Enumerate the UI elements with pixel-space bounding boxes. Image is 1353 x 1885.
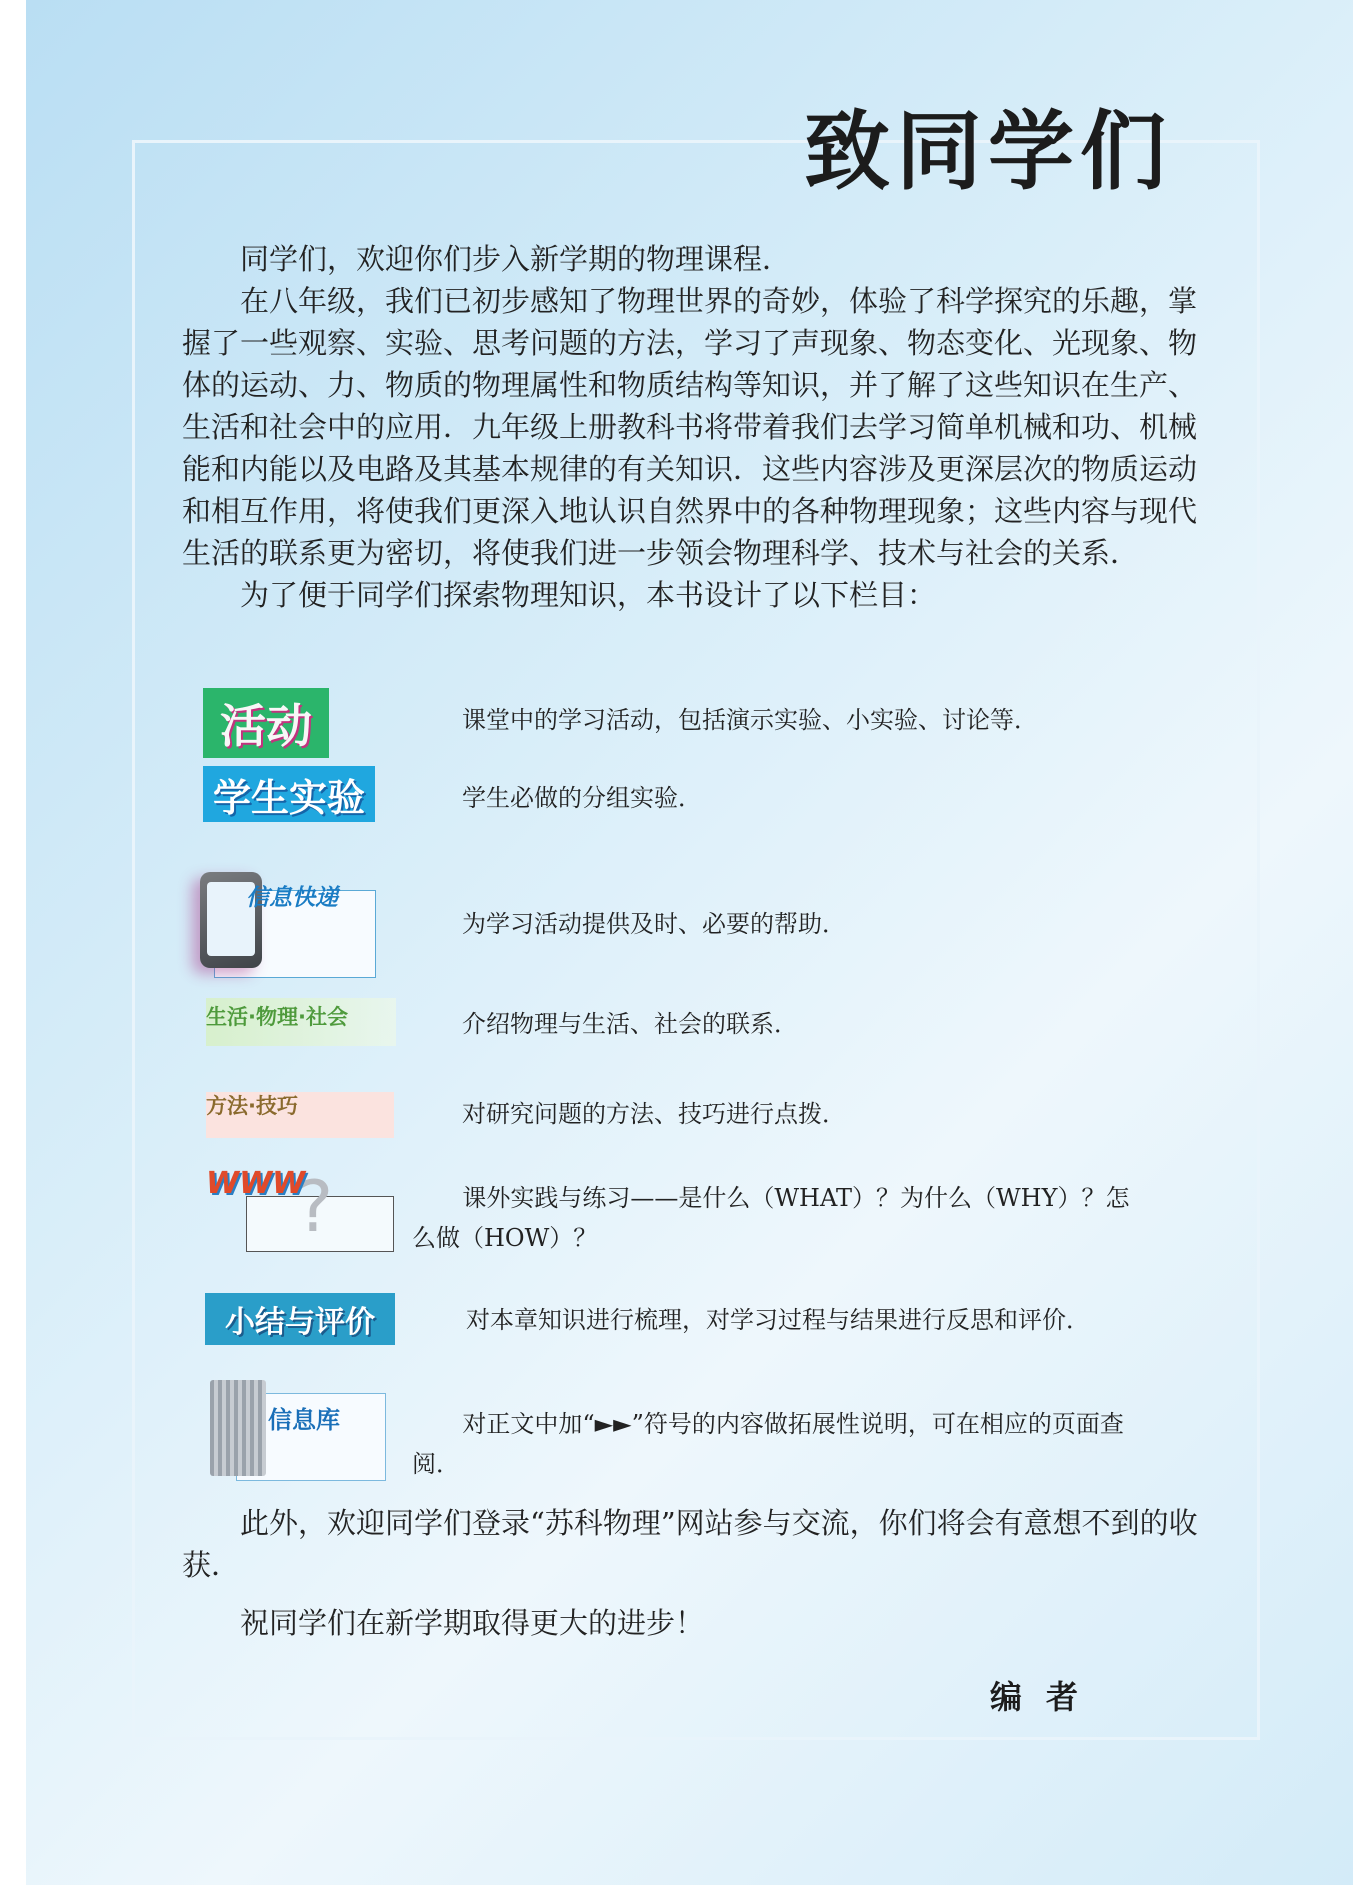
student-experiment-description: 学生必做的分组实验． (462, 784, 702, 812)
activity-description: 课堂中的学习活动，包括演示实验、小实验、讨论等． (462, 706, 1038, 734)
life-physics-society-label: 生活·物理·社会 (206, 998, 396, 1046)
computer-icon (210, 1380, 266, 1476)
signature: 编者 (990, 1678, 1103, 1716)
info-library-label: 信息库 (268, 1406, 340, 1434)
activity-badge: 活动 (203, 688, 329, 758)
summary-evaluation-badge: 小结与评价 (205, 1293, 395, 1345)
closing-text (182, 1502, 1206, 1644)
intro-text (182, 238, 1206, 616)
www-label: WWW (206, 1166, 306, 1201)
page-left-margin (0, 0, 26, 1885)
info-library-description: 对正文中加“►►”符号的内容做拓展性说明，可在相应的页面查阅． (412, 1410, 1124, 1478)
student-experiment-badge: 学生实验 (203, 766, 375, 822)
closing-paragraph-1: 此外，欢迎同学们登录“苏科物理”网站参与交流，你们将会有意想不到的收获． (182, 1506, 1198, 1582)
question-mark-icon: ? (296, 1166, 334, 1248)
summary-evaluation-description: 对本章知识进行梳理，对学习过程与结果进行反思和评价． (466, 1306, 1090, 1334)
www-description: 课外实践与练习——是什么（WHAT）？为什么（WHY）？怎么做（HOW）？ (412, 1184, 1130, 1252)
intro-paragraph-3: 为了便于同学们探索物理知识，本书设计了以下栏目： (240, 578, 937, 612)
life-physics-society-description: 介绍物理与生活、社会的联系． (462, 1010, 798, 1038)
intro-paragraph-2: 在八年级，我们已初步感知了物理世界的奇妙，体验了科学探究的乐趣，掌握了一些观察、实验、思考问题的方法，学习了声现象、物态变化、光现象、物体的运动、力、物质的物理属性和物质结构等知识，并了解了这些知识在生产、生活和社会中的应用．九年级上册教科书将带着我们去学习简单机械和功、机械能和内能以及电路及其基本规律的有关知识．这些内容涉及更深层次的物质运动和相互作用，将使我们更深入地认识自然界中的各种物理现象；这些内容与现代生活的联系更为密切，将使我们进一步领会物理科学、技术与社会的关系． (182, 284, 1198, 570)
intro-paragraph-1: 同学们，欢迎你们步入新学期的物理课程． (240, 242, 792, 276)
info-express-label: 信息快递 (246, 885, 338, 911)
method-skill-label: 方法·技巧 (206, 1092, 394, 1138)
method-skill-description: 对研究问题的方法、技巧进行点拨． (462, 1100, 846, 1128)
page-title: 致同学们 (804, 102, 1172, 202)
info-express-description: 为学习活动提供及时、必要的帮助． (462, 910, 846, 938)
closing-paragraph-2: 祝同学们在新学期取得更大的进步！ (240, 1606, 705, 1640)
